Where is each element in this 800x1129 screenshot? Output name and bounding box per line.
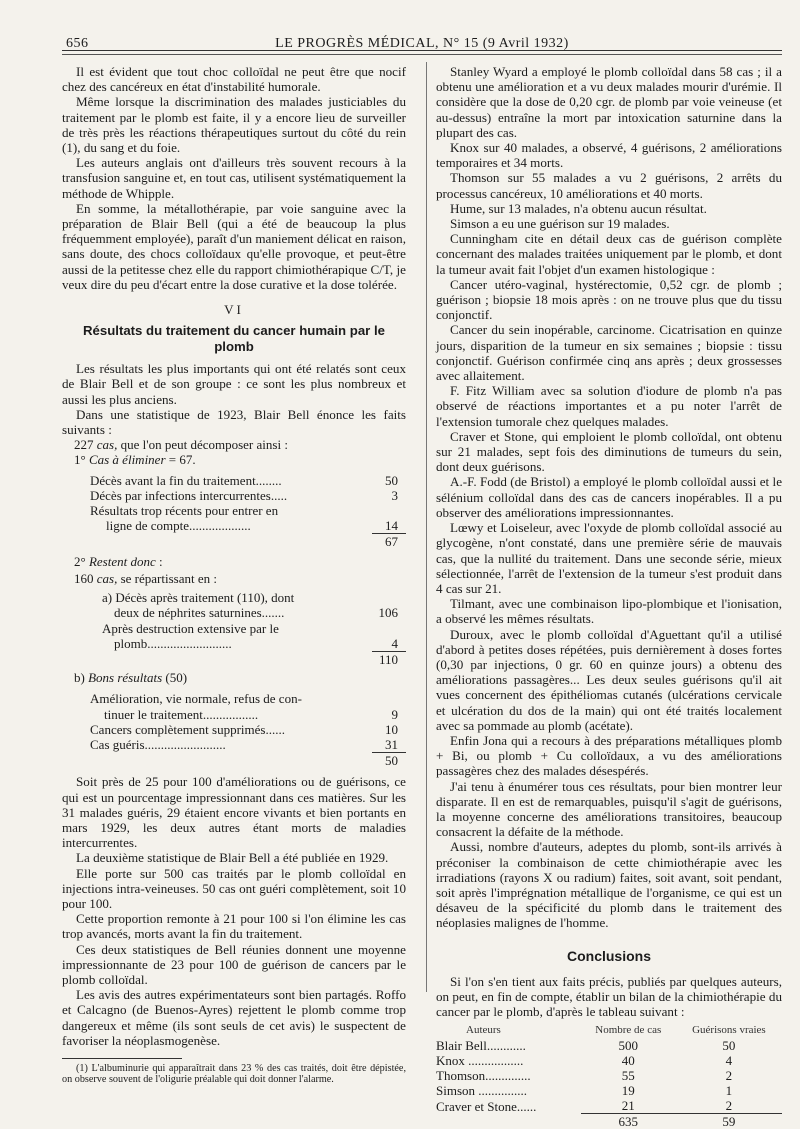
table-row: Craver et Stone...... 21 2 [436, 1098, 733, 1114]
column-divider [426, 62, 427, 992]
list-item: Résultats trop récents pour entrer en [90, 503, 279, 519]
paragraph: La deuxième statistique de Blair Bell a été publiée en 1929. [76, 850, 389, 866]
eliminate-heading: 1° Cas à éliminer = 67. [74, 452, 196, 468]
rest-heading: 2° Restent donc : [74, 553, 163, 569]
list-item: ligne de compte................... 14 [106, 518, 398, 534]
section-number: VI [224, 302, 244, 318]
eliminate-rows [62, 473, 406, 550]
paragraph: Simson a eu une guérison sur 19 malades. [450, 216, 670, 232]
rest-line: 160 cas, se répartissant en : [74, 570, 217, 586]
paragraph: Stanley Wyard a employé le plomb colloïdal dans 58 cas ; il a obtenu une amélioration et a vu deux malades mourir d'urémie. Il considère que la dose de 0,20 cgr. de plomb par voie veineuse (et au-dessus) entraîne la mort par intoxication saturnine dans la plupart des cas. [436, 64, 782, 140]
list-item: Amélioration, vie normale, refus de con- [90, 691, 302, 707]
list-item: Cancers complètement supprimés...... 10 [90, 721, 398, 737]
paragraph: A.-F. Fodd (de Bristol) a employé le plomb colloïdal aussi et le sélénium colloïdal dans des cas de cancers inopérables. Il a pu observer des améliorations impressionnantes. [436, 474, 782, 520]
good-results-rows [62, 691, 406, 768]
results-table [436, 1023, 782, 1129]
paragraph: Soit près de 25 pour 100 d'améliorations ou de guérisons, ce qui est un pourcentage impressionnant dans ces matières. Sur les 31 malades guéris, 29 étaient encore vivants et bien portants en mars 1929, les deux autres étant morts de maladies intercurrentes. [62, 774, 406, 851]
paragraph: Thomson sur 55 malades a vu 2 guérisons, 2 arrêts du processus cancéreux, 10 améliorations et 40 morts. [436, 170, 782, 201]
table-total-row: 635 59 [436, 1114, 782, 1129]
paragraph: Dans une statistique de 1923, Blair Bell énonce les faits suivants : [62, 406, 406, 438]
paragraph: En somme, la métallothérapie, par voie sanguine avec la préparation de Blair Bell (qui a été de beaucoup la plus fréquemment employée), paraît d'un maniement délicat en raison, sans doute, des chocs colloïdaux qu'elle provoque, et peut-être aussi de la petitesse chez elle du rapport chimiothérapique C/T, je veux dire du peu d'écart entre la dose curative et la dose tolérée. [62, 200, 406, 292]
paragraph: Ces deux statistiques de Bell réunies donnent une moyenne impressionnante de 23 pour 100 de guérison de cancers par le plomb colloïdal. [62, 941, 406, 987]
deaths-rows [62, 590, 406, 667]
paragraph: Lœwy et Loiseleur, avec l'oxyde de plomb colloïdal associé au glycogène, n'ont constaté, dans une première série de mauvais cas, que la nullité du traitement. Dans une seconde série, mieux sélectionnée, l'arrêt de l'extension de la tumeur s'est produit dans 4 cas sur 21. [436, 520, 782, 596]
column-header: Auteurs [466, 1024, 501, 1037]
header-rule-thin [62, 54, 782, 55]
paragraph: Les résultats les plus importants qui ont été relatés sont ceux de Blair Bell et de son groupe : ce sont les plus nombreux et aussi les plus anciens. [62, 361, 406, 407]
paragraph: Hume, sur 13 malades, n'a obtenu aucun résultat. [450, 200, 707, 216]
paragraph: J'ai tenu à énumérer tous ces résultats, pour bien montrer leur disparate. Il en est de remarquables, puisqu'il s'agit de guérisons, la moyenne concerne des améliorations transitoires, beaucoup consacrent la défaite de la méthode. [436, 778, 782, 840]
header-rule [62, 50, 782, 51]
paragraph: Les auteurs anglais ont d'ailleurs très souvent recours à la transfusion sanguine et, en tout cas, utilisent systématiquement la méthode de Whipple. [62, 155, 406, 201]
list-item: Cas guéris......................... 31 [90, 736, 398, 752]
page-number: 656 [66, 36, 89, 51]
subtotal: 50 [90, 752, 406, 768]
list-item: Décès par infections intercurrentes..... 3 [90, 487, 398, 503]
page-header [62, 8, 782, 51]
list-item: a) Décès après traitement (110), dont [102, 590, 295, 606]
conclusions-title: Conclusions [566, 947, 651, 964]
running-title: LE PROGRÈS MÉDICAL, N° 15 (9 Avril 1932) [275, 36, 569, 51]
paragraph: Tilmant, avec une combinaison lipo-plombique et l'ionisation, a observé les mêmes résultats. [436, 596, 782, 627]
paragraph: Cette proportion remonte à 21 pour 100 si l'on élimine les cas trop avancés, morts avant la fin du traitement. [62, 911, 406, 942]
list-item: Après destruction extensive par le [102, 620, 279, 636]
paragraph: F. Fitz William avec sa solution d'iodure de plomb n'a pas observé de réactions importantes et a pu noter l'arrêt de l'extension tumorale chez quelques malades. [436, 383, 782, 429]
paragraph: Craver et Stone, qui emploient le plomb colloïdal, ont obtenu sur 21 malades, sept fois des diminutions de tumeurs du sein, dont deux guérisons. [436, 428, 782, 475]
list-item: deux de néphrites saturnines....... 106 [114, 605, 398, 621]
paragraph: Cancer utéro-vaginal, hystérectomie, 0,52 cgr. de plomb ; guérison ; biopsie 18 mois après : on ne trouve plus que du tissu conjonctif. [436, 276, 782, 323]
column-header: Guérisons vraies [692, 1024, 766, 1037]
list-item: tinuer le traitement................. 9 [104, 706, 398, 722]
paragraph: Les avis des autres expérimentateurs sont bien partagés. Roffo et Calcagno (de Buenos-Ayres) rejettent le plomb comme trop dangereux et même (ils sont seuls de cet avis) le suspectent de favoriser la néoplasmogenèse. [62, 987, 406, 1048]
subtotal: 110 [102, 651, 406, 667]
subtotal: 67 [90, 533, 406, 549]
right-column [436, 64, 782, 1129]
paragraph: Aussi, nombre d'auteurs, adeptes du plomb, sont-ils arrivés à préconiser la combinaison de cette chimiothérapie avec les irradiations (rayons X ou radium) faites, soit avant, soit pendant, soit après l'imprégnation métallique de l'organisme, ce qui est un désaveu de la spécificité du plomb dans le traitement des néoplasies malignes de l'homme. [436, 839, 782, 931]
table-row: Thomson.............. 55 2 [436, 1068, 733, 1084]
table-header-row [436, 1023, 782, 1038]
list-item: plomb.......................... 4 [114, 635, 398, 651]
column-header: Nombre de cas [595, 1024, 662, 1037]
paragraph: Knox sur 40 malades, a observé, 4 guérisons, 2 améliorations temporaires et 34 morts. [436, 140, 782, 171]
paragraph: Il est évident que tout choc colloïdal ne peut être que nocif chez des cancéreux en état d'instabilité humorale. [62, 64, 406, 95]
list-item: Décès avant la fin du traitement........ 50 [90, 472, 398, 488]
paragraph: Elle porte sur 500 cas traités par le plomb colloïdal en injections intra-veineuses. 50 cas ont guéri complètement, soit 10 pour 100. [62, 865, 406, 911]
cases-total-line: 227 cas, que l'on peut décomposer ainsi : [74, 437, 288, 453]
statistics-breakdown [62, 437, 406, 768]
paragraph: Même lorsque la discrimination des malades justiciables du traitement par le plomb est faite, il y a encore lieu de surveiller de très près les réactions thérapeutiques surtout du côté du rein (1), du sang et du foie. [62, 94, 406, 156]
good-results-heading: b) Bons résultats (50) [74, 670, 188, 686]
paragraph: Duroux, avec le plomb colloïdal d'Aguettant qu'il a utilisé d'abord à petites doses répétées, puis dernièrement à doses fortes (0,30 par injections, 0 gr. 60 en quinze jours) a obtenu des améliorations passagères... Les deux seules guérisons qu'il ait vues concernent des épithéliomas cutanés (ulcérations cervicale et ulcération du dos de la main) qui ont été traités localement avec sa pommade au plomb (acétate). [436, 626, 782, 733]
left-column [62, 64, 406, 1086]
table-row: Blair Bell............ 500 50 [436, 1038, 736, 1054]
paragraph: Si l'on s'en tient aux faits précis, publiés par quelques auteurs, on peut, en fin de compte, établir un bilan de la chimiothérapie du cancer par le plomb, d'après le tableau suivant : [436, 973, 782, 1020]
paragraph: Enfin Jona qui a recours à des préparations métalliques plomb + Bi, ou plomb + Cu colloïdaux, a vu des améliorations passagères chez des malades désespérés. [436, 732, 782, 779]
footnote-rule [62, 1058, 182, 1059]
paragraph: Cancer du sein inopérable, carcinome. Cicatrisation en quinze jours, disparition de la tumeur en six semaines ; biopsie : tissu conjonctif. Guérison confirmée cinq ans après ; deux grossesses avec allaitement. [436, 322, 782, 384]
section-title: Résultats du traitement du cancer humain par le plomb [83, 323, 385, 355]
table-row: Knox ................. 40 4 [436, 1053, 733, 1069]
footnote: (1) L'albuminurie qui apparaîtrait dans 23 % des cas traités, doit être dépistée, on observe souvent de l'oligurie préalable qui doit donner l'alarme. [62, 1062, 406, 1086]
table-row: Simson ............... 19 1 [436, 1083, 733, 1099]
paragraph: Cunningham cite en détail deux cas de guérison complète concernant des malades traitées uniquement par le plomb, et dont la tumeur avait fait l'objet d'un examen histologique : [436, 231, 782, 277]
